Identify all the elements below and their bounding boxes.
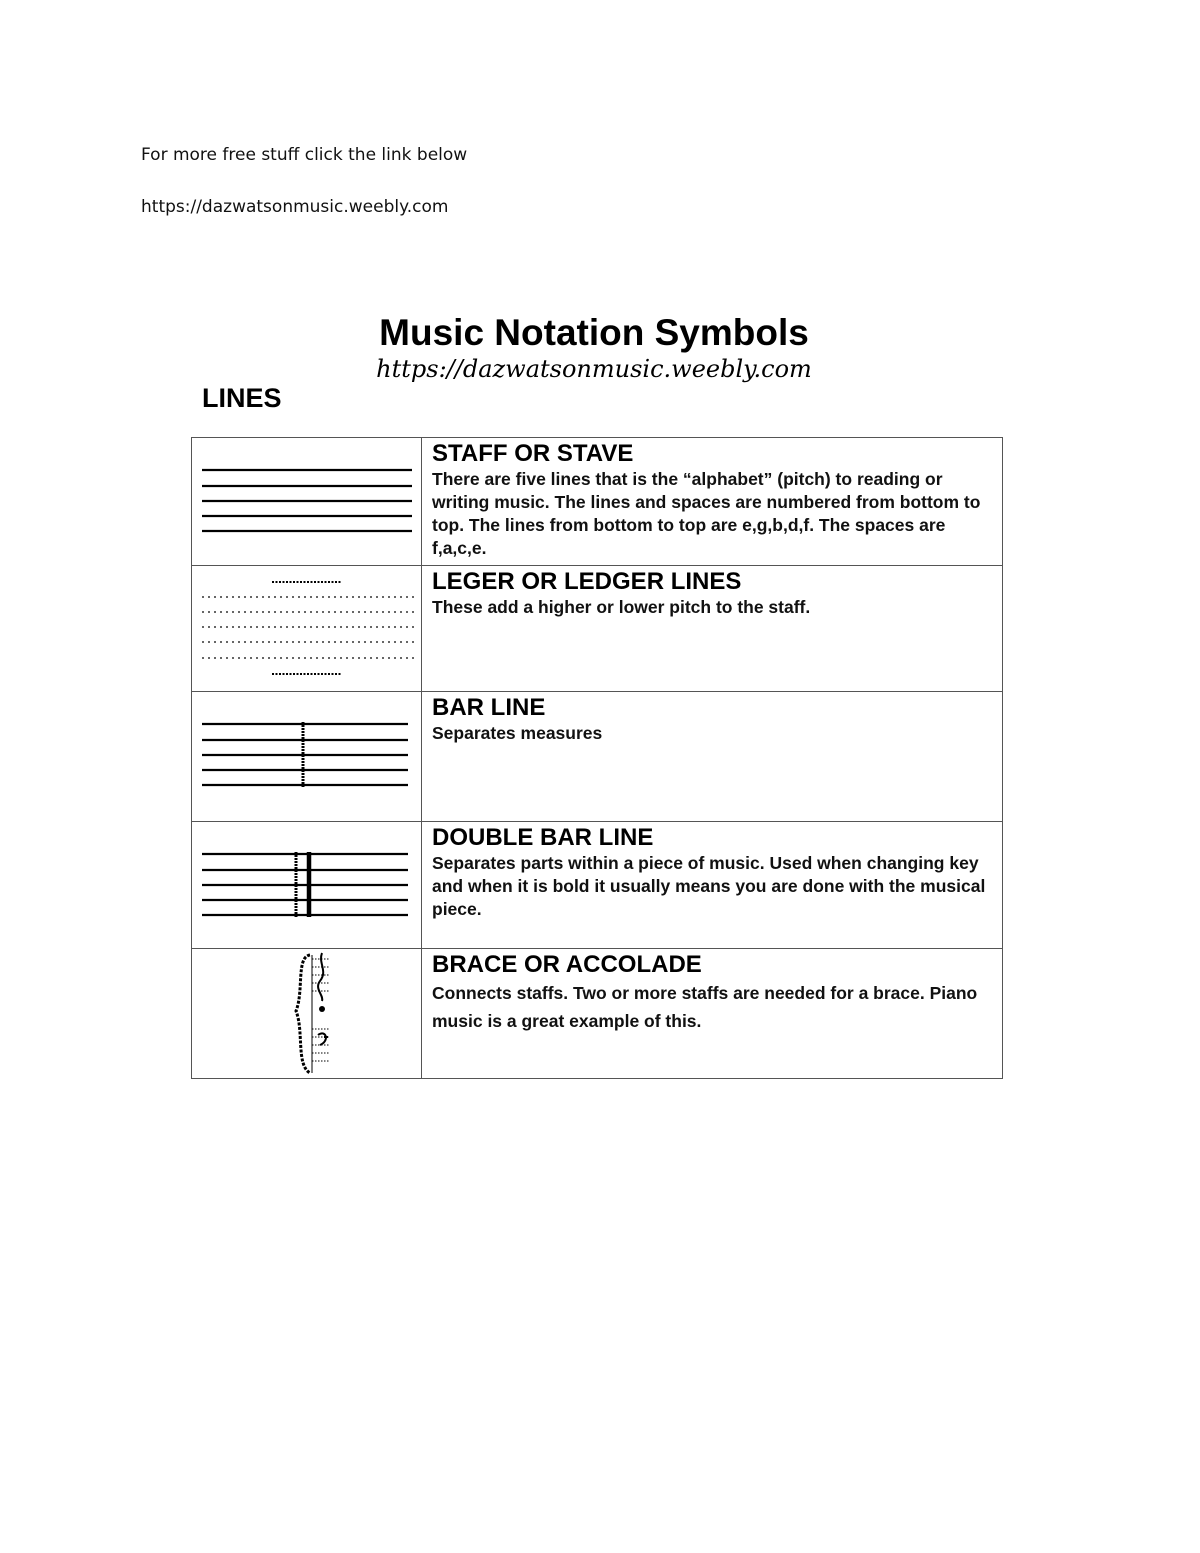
table-row bbox=[192, 692, 1003, 822]
symbol-cell bbox=[192, 692, 422, 822]
description-cell bbox=[422, 566, 1003, 692]
symbol-cell bbox=[192, 566, 422, 692]
description-cell bbox=[422, 438, 1003, 566]
row-title: LEGER OR LEDGER LINES bbox=[432, 568, 742, 595]
brace-icon bbox=[192, 949, 421, 1077]
description-cell bbox=[422, 692, 1003, 822]
symbol-cell bbox=[192, 822, 422, 949]
row-text: Separates measures bbox=[432, 723, 603, 743]
table-row bbox=[192, 822, 1003, 949]
row-text: There are five lines that is the “alphabet” (pitch) to reading or writing music. The lines and spaces are numbered from bottom to top. The lines from bottom to top are e,g,b,d,f. The spaces are f,a,c,e. bbox=[432, 469, 981, 558]
double-bar-line-icon bbox=[192, 822, 421, 947]
description-cell bbox=[422, 949, 1003, 1079]
page-subtitle-url: https://dazwatsonmusic.weebly.com bbox=[376, 355, 812, 383]
website-link[interactable]: https://dazwatsonmusic.weebly.com bbox=[141, 197, 449, 217]
row-title: BAR LINE bbox=[432, 694, 546, 721]
page-title: Music Notation Symbols bbox=[379, 312, 809, 353]
row-title: BRACE OR ACCOLADE bbox=[432, 951, 702, 978]
symbol-cell bbox=[192, 949, 422, 1079]
section-heading: LINES bbox=[202, 383, 282, 413]
intro-text: For more free stuff click the link below bbox=[141, 145, 468, 165]
ledger-lines-icon bbox=[192, 566, 421, 690]
row-title: STAFF OR STAVE bbox=[432, 440, 634, 467]
bar-line-icon bbox=[192, 692, 421, 820]
row-text: Connects staffs. Two or more staffs are needed for a brace. Piano music is a great example of this. bbox=[432, 983, 978, 1031]
table-row bbox=[192, 438, 1003, 566]
symbols-table bbox=[191, 437, 1003, 1079]
row-text: These add a higher or lower pitch to the staff. bbox=[432, 597, 811, 617]
symbol-cell bbox=[192, 438, 422, 566]
table-row bbox=[192, 566, 1003, 692]
row-text: Separates parts within a piece of music. Used when changing key and when it is bold it usually means you are done with the musical piece. bbox=[432, 853, 986, 919]
description-cell bbox=[422, 822, 1003, 949]
row-title: DOUBLE BAR LINE bbox=[432, 824, 654, 851]
table-row bbox=[192, 949, 1003, 1079]
staff-icon bbox=[192, 438, 421, 564]
